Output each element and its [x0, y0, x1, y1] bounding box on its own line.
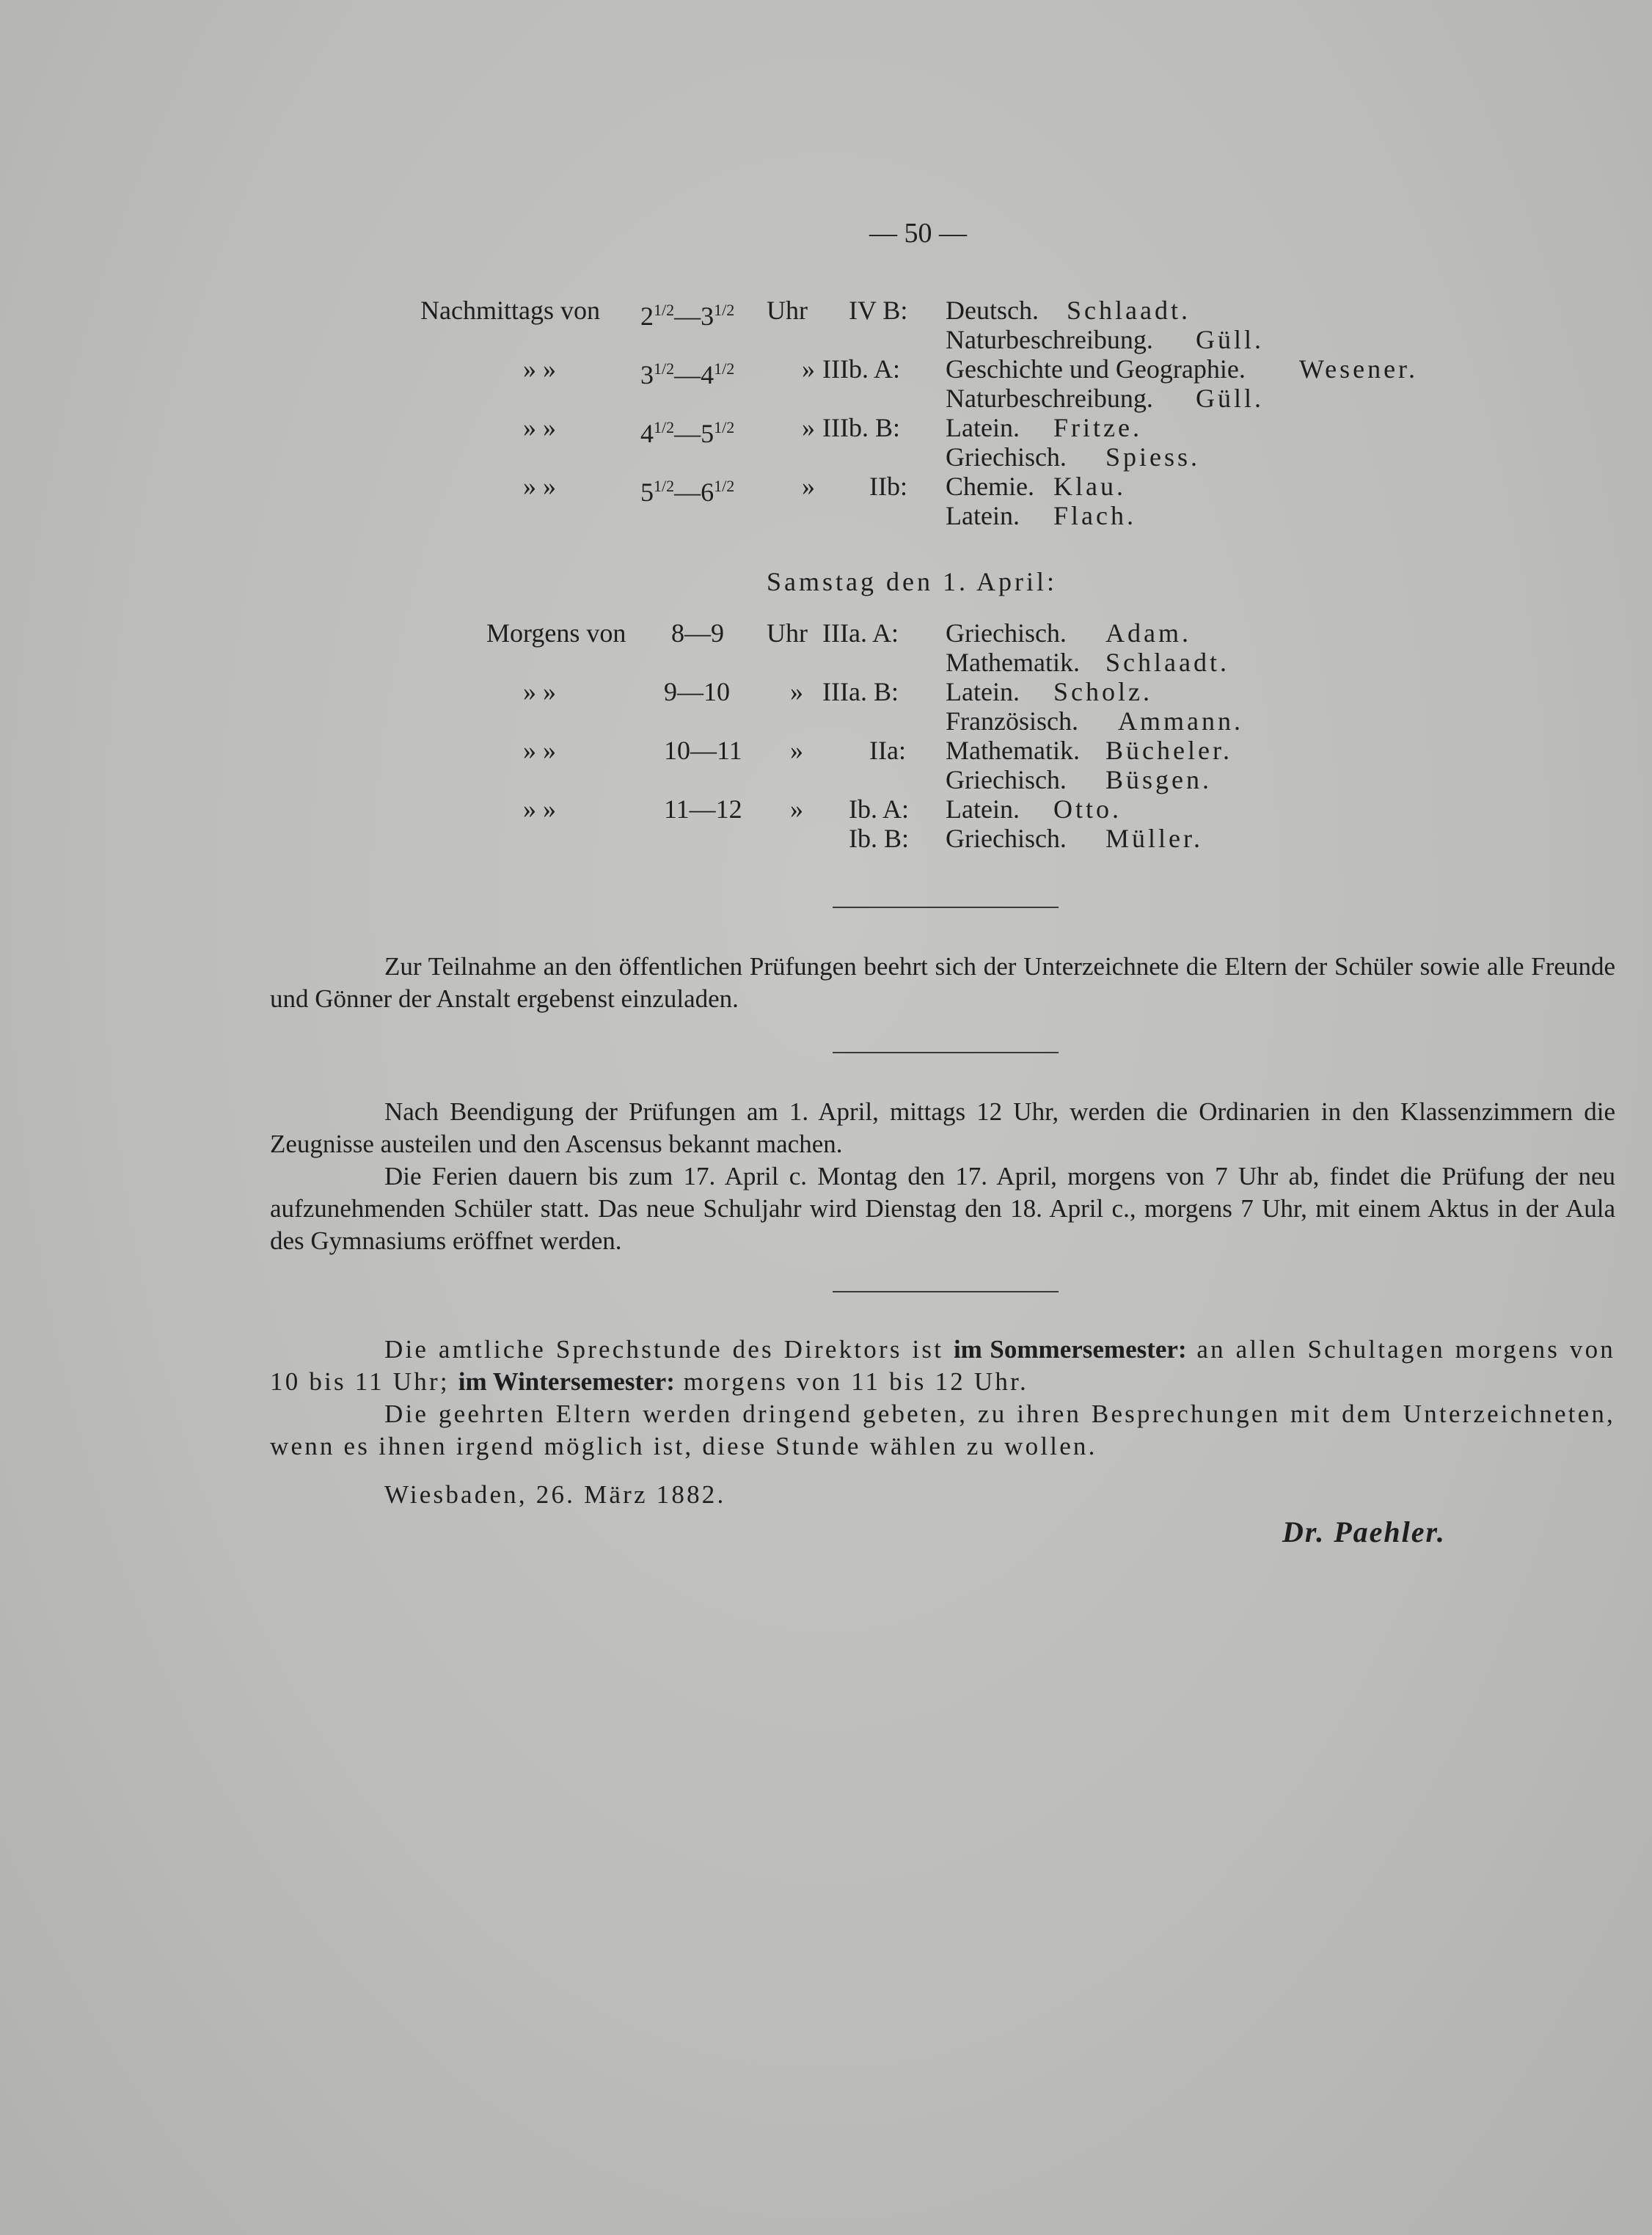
- signature: Dr. Paehler.: [1282, 1515, 1446, 1548]
- divider: [833, 1052, 1059, 1053]
- schedule-teacher: Bücheler.: [1105, 736, 1232, 765]
- invitation-paragraph: [270, 951, 1615, 1015]
- schedule-unit: »: [802, 354, 815, 384]
- schedule-time: $5^{1/2}—6^{1/2}$: [640, 477, 735, 507]
- schedule-time: 9—10: [664, 677, 730, 706]
- schedule-teacher: Fritze.: [1053, 413, 1142, 442]
- page-number: — 50 —: [869, 218, 967, 249]
- saturday-heading: Samstag den 1. April:: [767, 567, 1057, 596]
- office-hours-text: Die amtliche Sprechstunde des Direktors ist im Sommersemester: an allen Schultagen morgens von 10 bis 11 Uhr; im Wintersemester: morgens von 11 bis 12 Uhr.: [270, 1335, 1615, 1396]
- schedule-teacher: Klau.: [1053, 472, 1126, 501]
- schedule-teacher: Ammann.: [1118, 706, 1243, 736]
- schedule-subject: Mathematik.: [946, 648, 1080, 677]
- schedule-unit: »: [790, 794, 803, 824]
- schedule-teacher: Güll.: [1196, 384, 1265, 413]
- schedule-subject: Naturbeschreibung.: [946, 384, 1153, 413]
- invitation-text: Zur Teilnahme an den öffentlichen Prüfungen beehrt sich der Unterzeichnete die Eltern der Schüler sowie alle Freunde und Gönner der Anstalt ergebenst einzuladen.: [270, 952, 1615, 1013]
- schedule-subject: Griechisch.: [946, 618, 1067, 648]
- schedule-subject: Mathematik.: [946, 736, 1080, 765]
- schedule-time: 11—12: [664, 794, 742, 824]
- schedule-teacher: Wesener.: [1299, 354, 1419, 384]
- schedule-class: IIIa. A:: [822, 618, 899, 648]
- schedule-class: IIa:: [869, 736, 906, 765]
- schedule-teacher: Schlaadt.: [1105, 648, 1229, 677]
- schedule-subject: Griechisch.: [946, 442, 1067, 472]
- schedule-unit: Uhr: [767, 296, 808, 325]
- parents-request-text: Die geehrten Eltern werden dringend gebeten, zu ihren Besprechungen mit dem Unterzeichneten, wenn es ihnen irgend möglich ist, diese Stunde wählen zu wollen.: [270, 1400, 1615, 1460]
- schedule-class: Ib. A:: [849, 794, 910, 824]
- schedule-prefix: » »: [523, 354, 556, 384]
- schedule-subject: Französisch.: [946, 706, 1078, 736]
- schedule-class: IV B:: [849, 296, 908, 325]
- closing-paragraphs: [270, 1096, 1615, 1257]
- schedule-teacher: Otto.: [1053, 794, 1122, 824]
- schedule-subject: Griechisch.: [946, 765, 1067, 794]
- office-hours-paragraph: [270, 1334, 1615, 1463]
- schedule-prefix: » »: [523, 472, 556, 501]
- schedule-teacher: Spiess.: [1105, 442, 1201, 472]
- schedule-class: Ib. B:: [849, 824, 910, 853]
- schedule-class: IIb:: [869, 472, 907, 501]
- place-date: Wiesbaden, 26. März 1882.: [384, 1480, 726, 1509]
- schedule-unit: »: [790, 677, 803, 706]
- schedule-subject: Geschichte und Geographie.: [946, 354, 1246, 384]
- schedule-teacher: Büsgen.: [1105, 765, 1212, 794]
- schedule-subject: Naturbeschreibung.: [946, 325, 1153, 354]
- divider: [833, 907, 1059, 908]
- schedule-prefix: Nachmittags von: [420, 296, 600, 325]
- schedule-prefix: » »: [523, 736, 556, 765]
- schedule-unit: Uhr: [767, 618, 808, 648]
- schedule-subject: Latein.: [946, 413, 1020, 442]
- schedule-time: $3^{1/2}—4^{1/2}$: [640, 359, 735, 389]
- schedule-unit: »: [802, 413, 815, 442]
- schedule-subject: Chemie.: [946, 472, 1034, 501]
- schedule-teacher: Güll.: [1196, 325, 1265, 354]
- schedule-teacher: Schlaadt.: [1067, 296, 1191, 325]
- schedule-class: IIIb. A:: [822, 354, 900, 384]
- divider: [833, 1291, 1059, 1292]
- closing-paragraph-1: Nach Beendigung der Prüfungen am 1. April, mittags 12 Uhr, werden die Ordinarien in den Klassenzimmern die Zeugnisse austeilen und den Ascensus bekannt machen.: [270, 1097, 1615, 1158]
- schedule-subject: Deutsch.: [946, 296, 1039, 325]
- schedule-prefix: » »: [523, 413, 556, 442]
- schedule-time: $4^{1/2}—5^{1/2}$: [640, 418, 735, 448]
- schedule-class: IIIa. B:: [822, 677, 899, 706]
- schedule-time: 8—9: [671, 618, 724, 648]
- schedule-class: IIIb. B:: [822, 413, 900, 442]
- closing-paragraph-2: Die Ferien dauern bis zum 17. April c. Montag den 17. April, morgens von 7 Uhr ab, findet die Prüfung der neu aufzunehmenden Schüler statt. Das neue Schuljahr wird Dienstag den 18. April c., morgens 7 Uhr, mit einem Aktus in der Aula des Gymnasiums eröffnet werden.: [270, 1162, 1615, 1255]
- schedule-teacher: Adam.: [1105, 618, 1191, 648]
- schedule-prefix: Morgens von: [486, 618, 626, 648]
- schedule-time: 10—11: [664, 736, 742, 765]
- schedule-unit: »: [802, 472, 815, 501]
- schedule-subject: Griechisch.: [946, 824, 1067, 853]
- schedule-teacher: Flach.: [1053, 501, 1136, 530]
- schedule-unit: »: [790, 736, 803, 765]
- schedule-prefix: » »: [523, 677, 556, 706]
- schedule-subject: Latein.: [946, 794, 1020, 824]
- schedule-subject: Latein.: [946, 501, 1020, 530]
- schedule-teacher: Scholz.: [1053, 677, 1152, 706]
- schedule-subject: Latein.: [946, 677, 1020, 706]
- schedule-time: $2^{1/2}—3^{1/2}$: [640, 301, 735, 331]
- schedule-teacher: Müller.: [1105, 824, 1203, 853]
- schedule-prefix: » »: [523, 794, 556, 824]
